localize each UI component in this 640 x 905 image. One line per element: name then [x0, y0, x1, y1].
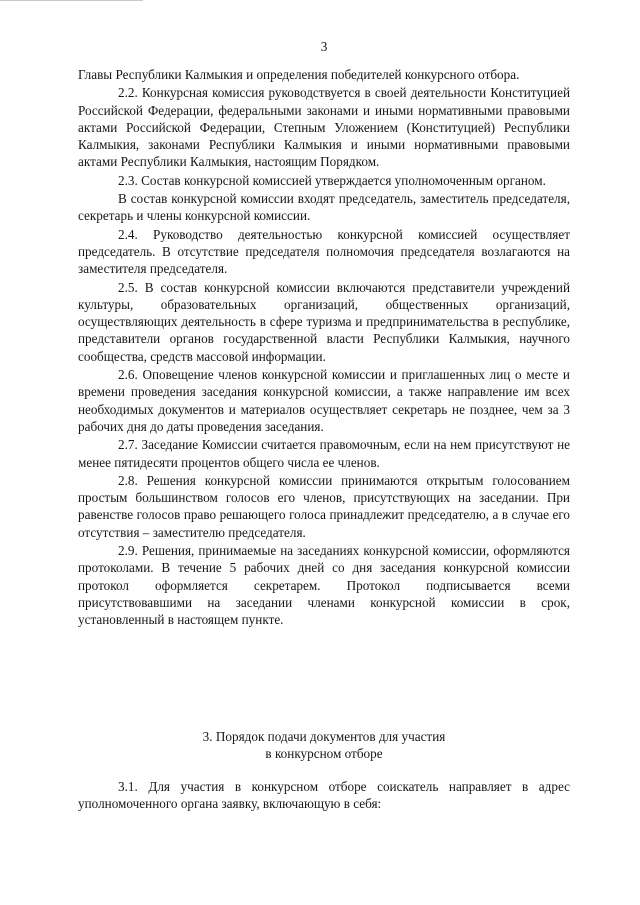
section-3-body: [78, 778, 570, 814]
section-3-heading-line-2: в конкурсном отборе: [265, 746, 383, 762]
section-3-heading-line-1: 3. Порядок подачи документов для участия: [202, 729, 446, 744]
paragraph-continuation: Главы Республики Калмыкия и определения победителей конкурсного отбора.: [78, 67, 520, 82]
scan-edge-line: [0, 0, 143, 1]
paragraph-2-4: 2.4. Руководство деятельностью конкурсной комиссией осуществляет председатель. В отсутствие председателя полномочия председателя возлагаются на заместителя председателя.: [78, 226, 570, 277]
paragraph-2-2: 2.2. Конкурсная комиссия руководствуется в своей деятельности Конституцией Российской Федерации, федеральными законами и иными нормативными правовыми актами Российской Федерации, Степным Уложением (Конституцией) Республики Калмыкия, законами Республики Калмыкия и иными нормативными правовыми актами Республики Калмыкия, настоящим Порядком.: [78, 85, 570, 170]
section-2-body: [78, 66, 570, 630]
paragraph-3-1: 3.1. Для участия в конкурсном отборе соискатель направляет в адрес уполномоченного органа заявку, включающую в себя:: [78, 779, 570, 812]
paragraph-2-7: 2.7. Заседание Комиссии считается правомочным, если на нем присутствуют не менее пятидесяти процентов общего числа ее членов.: [78, 437, 570, 470]
paragraph-2-3-composition: В состав конкурсной комиссии входят председатель, заместитель председателя, секретарь и члены конкурсной комиссии.: [78, 191, 570, 224]
section-3-heading: [78, 728, 570, 763]
paragraph-2-6: 2.6. Оповещение членов конкурсной комиссии и приглашенных лиц о месте и времени проведения заседания конкурсной комиссии, а также направление им всех необходимых документов и материалов осуществляет секретарь не позднее, чем за 3 рабочих дня до даты проведения заседания.: [78, 367, 570, 434]
paragraph-2-5: 2.5. В состав конкурсной комиссии включаются представители учреждений культуры, образовательных организаций, общественных организаций, осуществляющих деятельность в сфере туризма и предпринимательства в республике, представители органов государственной власти Республики Калмыкия, научного сообщества, средств массовой информации.: [78, 279, 570, 364]
paragraph-2-3: 2.3. Состав конкурсной комиссией утверждается уполномоченным органом.: [118, 172, 546, 188]
paragraph-2-8: 2.8. Решения конкурсной комиссии принимаются открытым голосованием простым большинством голосов его членов, присутствующих на заседании. При равенстве голосов право решающего голоса принадлежит председателю, а в случае его отсутствия – заместителю председателя.: [78, 472, 570, 540]
page-number: 3: [320, 39, 328, 54]
paragraph-2-9: 2.9. Решения, принимаемые на заседаниях конкурсной комиссии, оформляются протоколами. В течение 5 рабочих дней со дня заседания конкурсной комиссии протокол оформляется секретарем. Протокол подписывается всеми присутствовавшими на заседании членами конкурсной комиссии в срок, установленный в настоящем пункте.: [78, 543, 570, 628]
